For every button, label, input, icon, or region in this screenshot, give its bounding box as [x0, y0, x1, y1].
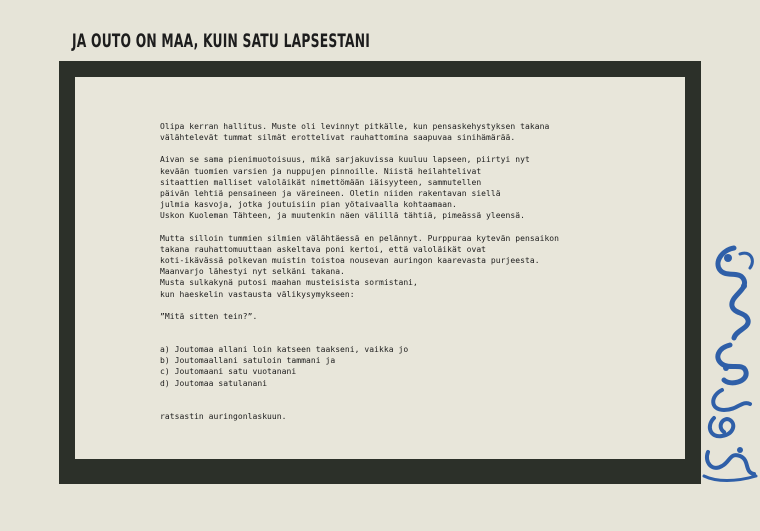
paragraph3-line: takana rauhattomuuttaan askeltava poni kertoi, että valoläikät ovat	[160, 244, 487, 254]
paragraph2-line: kevään tuomien varsien ja nuppujen pinnoille. Niistä heilahtelivat	[160, 166, 482, 176]
question-line: ”Mitä sitten tein?”.	[160, 311, 258, 321]
paragraph2-line: päivän lehtiä pensaineen ja väreineen. Oletin niiden rakentavan siellä	[160, 189, 501, 199]
paragraph3-line: Mutta silloin tummien silmien välähtäessä en pelännyt. Purppuraa kytevän pensaikon	[160, 233, 560, 243]
option-line: d) Joutomaa satulanani	[160, 378, 268, 388]
paragraph2-line: julmia kasvoja, jotka joutuisiin pian yötaivaalla kohtaamaan.	[160, 200, 457, 210]
paragraph2-line: Aivan se sama pienimuotoisuus, mikä sarjakuvissa kuuluu lapseen, piirtyi nyt	[160, 155, 530, 165]
document-title: JA OUTO ON MAA, KUIN SATU LAPSESTANI	[72, 30, 371, 52]
story-text	[160, 121, 680, 422]
ink-signature-icon	[700, 240, 760, 490]
ending-line: ratsastin auringonlaskuun.	[160, 411, 287, 421]
paragraph1-line: välähtelevät tummat silmät erottelivat rauhattomina saapuvaa sinihämärää.	[160, 133, 516, 143]
paragraph3-line: koti-ikävässä polkevan muistin toistoa nousevan auringon kaarevasta purjeesta.	[160, 256, 540, 266]
option-line: c) Joutomaani satu vuotanani	[160, 367, 297, 377]
option-line: b) Joutomaallani satuloin tammani ja	[160, 356, 336, 366]
paragraph1-line: Olipa kerran hallitus. Muste oli levinnyt pitkälle, kun pensaskehystyksen takana	[160, 122, 550, 131]
option-line: a) Joutomaa allani loin katseen taakseni, vaikka jo	[160, 345, 409, 355]
paragraph3-line: Musta sulkakynä putosi maahan musteisista sormistani,	[160, 278, 418, 288]
paragraph2-line: sitaattien malliset valoläikät nimettömään iäisyyteen, sammutellen	[160, 177, 482, 187]
paragraph2-line: Uskon Kuoleman Tähteen, ja muutenkin näen välillä tähtiä, pimeässä yleensä.	[160, 211, 525, 221]
paragraph3-line: Maanvarjo lähestyi nyt selkäni takana.	[160, 267, 345, 277]
paragraph3-line: kun haeskelin vastausta välikysymykseen:	[160, 289, 355, 299]
